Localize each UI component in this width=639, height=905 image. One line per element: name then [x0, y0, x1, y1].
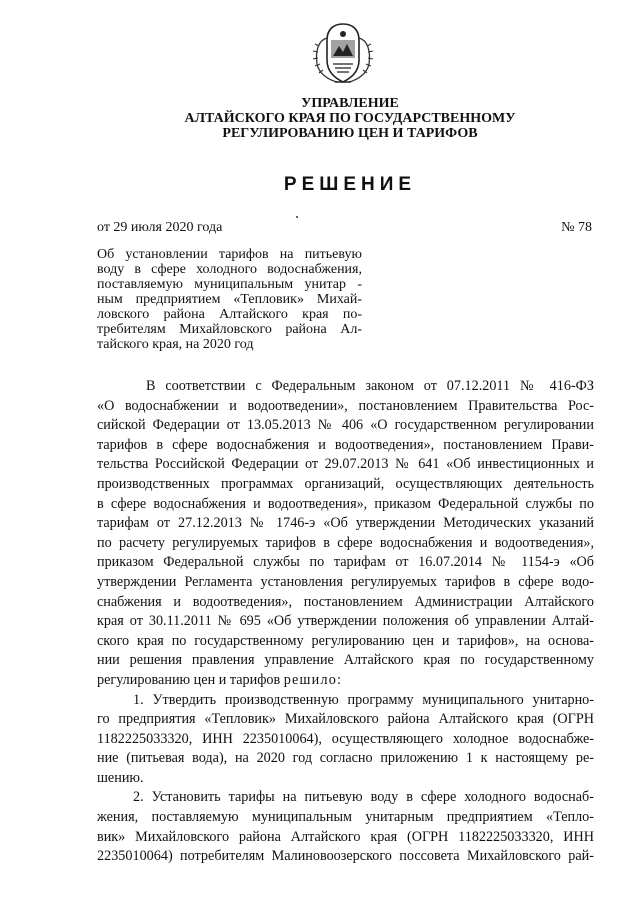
- preamble-line: «О водоснабжении и водоотведении», постановлением Правительства Рос-: [97, 397, 594, 414]
- subject-line: поставляемую муниципальным унитар -: [97, 277, 362, 292]
- item-1-line: 1182225033320, ИНН 2235010064), осуществляющего холодное водоснабже-: [97, 730, 594, 747]
- preamble-line: тарифам от 27.12.2013 № 1746-э «Об утверждении Методических указаний: [97, 515, 594, 532]
- organization-name: [150, 96, 550, 141]
- item-2-line: 2. Установить тарифы на питьевую воду в сфере холодного водоснаб-: [133, 789, 594, 806]
- subject-line: требителям Михайловского района Ал-: [97, 322, 362, 337]
- item-2-line: жения, поставляемую муниципальным унитарным предприятием «Тепло-: [97, 809, 594, 826]
- resolved-word: решило:: [283, 671, 343, 688]
- subject-line: тайского края, на 2020 год: [97, 337, 254, 352]
- preamble-line: тарифов в сфере водоснабжения и водоотведения», постановлением Прави-: [97, 436, 594, 453]
- item-2-line: 2235010064) потребителям Малиновоозерского поссовета Михайловского рай-: [97, 848, 594, 865]
- org-line: АЛТАЙСКОГО КРАЯ ПО ГОСУДАРСТВЕННОМУ: [184, 111, 516, 126]
- preamble-line: края от 30.11.2011 № 695 «Об утверждении положения об управлении Алтай-: [97, 613, 594, 630]
- preamble-line: тельства Российской Федерации от 29.07.2013 № 641 «Об инвестиционных и: [97, 456, 594, 473]
- preamble-line: нии решения правления управление Алтайского края по государственному: [97, 652, 594, 669]
- preamble-final-text: регулированию цен и тарифов: [97, 671, 284, 688]
- item-1-line: 1. Утвердить производственную программу муниципального унитарно-: [133, 691, 594, 708]
- item-1-line: го предприятия «Тепловик» Михайловского района Алтайского края (ОГРН: [97, 711, 594, 728]
- preamble-line: приказом Федеральной службы по тарифам от 16.07.2014 № 1154-э «Об: [97, 554, 594, 571]
- preamble-line: снабжения и водоотведения», постановлением Администрации Алтайского: [97, 593, 594, 610]
- scan-speck: [296, 216, 298, 218]
- document-title: РЕШЕНИЕ: [283, 174, 417, 195]
- item-1-line: ние (питьевая вода), на 2020 год согласно приложению 1 к настоящему ре-: [97, 750, 594, 767]
- preamble-line: ского края по государственному регулированию цен и тарифов», на основа-: [97, 632, 594, 649]
- subject-line: Об установлении тарифов на питьевую: [97, 247, 362, 262]
- preamble-line: производственных программах организаций, осуществляющих деятельность: [97, 475, 594, 492]
- preamble-line: утверждении Регламента установления регулируемых тарифов в сфере водо-: [97, 573, 594, 590]
- org-line: УПРАВЛЕНИЕ: [301, 96, 399, 111]
- document-date: от 29 июля 2020 года: [97, 220, 223, 235]
- preamble-final-line: [97, 671, 594, 691]
- subject-line: ным предприятием «Тепловик» Михай-: [97, 292, 362, 307]
- decision-subject: [97, 247, 362, 352]
- preamble-line: в сфере водоснабжения и водоотведения», приказом Федеральной службы по: [97, 495, 594, 512]
- coat-of-arms-emblem: [303, 20, 383, 86]
- preamble-line: по расчету регулируемых тарифов в сфере водоснабжения и водоотведения»,: [97, 534, 594, 551]
- document-number: № 78: [561, 220, 592, 235]
- item-2-line: вик» Михайловского района Алтайского края (ОГРН 1182225033320, ИНН: [97, 828, 594, 845]
- subject-line: ловского района Алтайского края по-: [97, 307, 362, 322]
- preamble-line: сийской Федерации от 13.05.2013 № 406 «О государственном регулировании: [97, 417, 594, 434]
- preamble-line: В соответствии с Федеральным законом от 07.12.2011 № 416-ФЗ: [146, 378, 594, 394]
- item-1-line: шению.: [97, 769, 144, 786]
- decision-body: [97, 377, 594, 867]
- subject-line: воду в сфере холодного водоснабжения,: [97, 262, 362, 277]
- org-line: РЕГУЛИРОВАНИЮ ЦЕН И ТАРИФОВ: [222, 126, 478, 141]
